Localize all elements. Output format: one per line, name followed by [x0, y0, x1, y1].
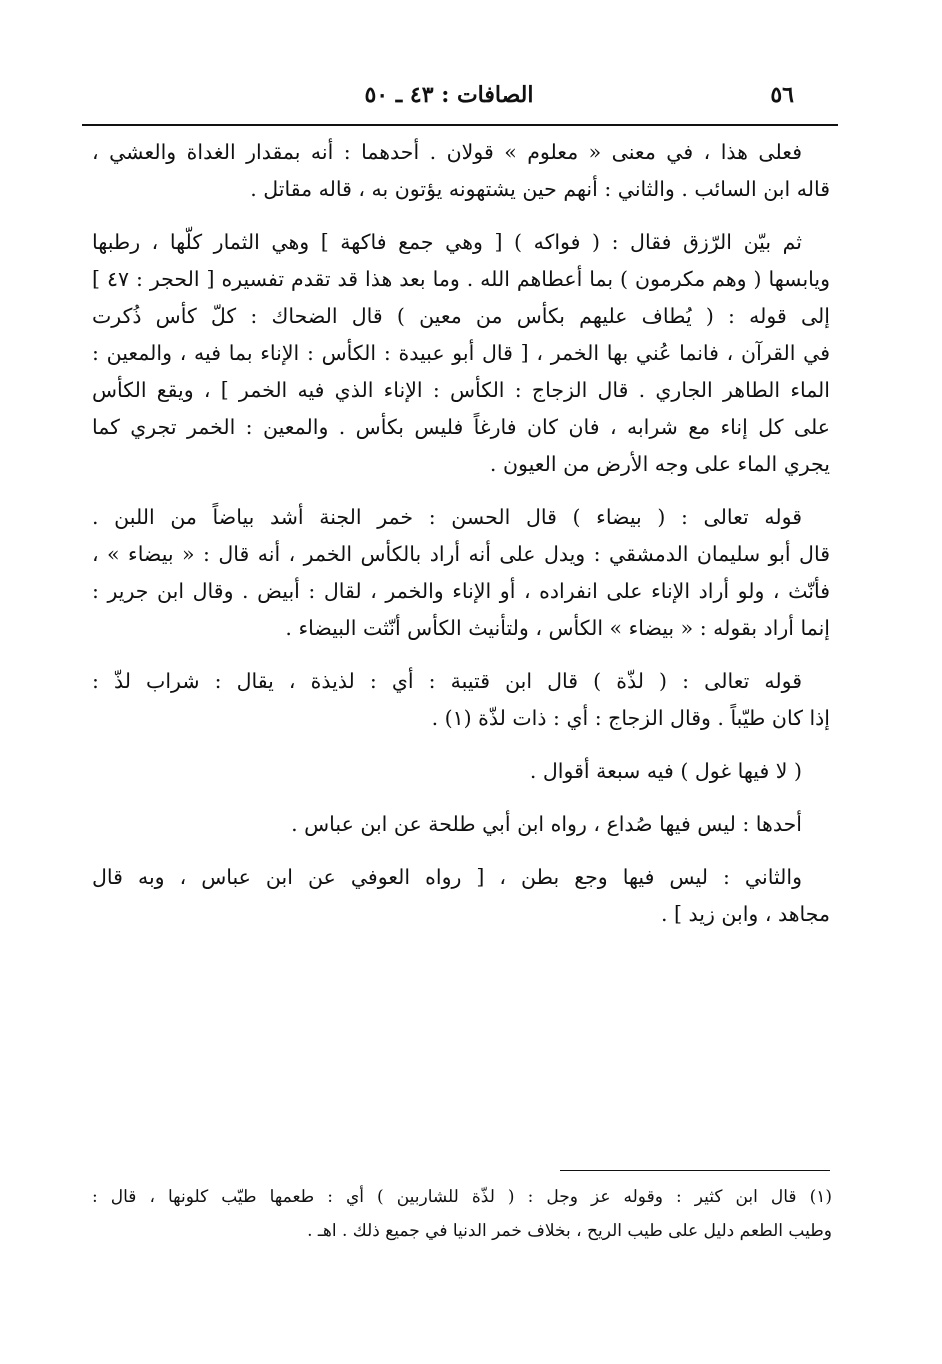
- text-line: فعلى هذا ، في معنى « معلوم » قولان . أحدهما : أنه بمقدار الغداة والعشي ،: [92, 140, 802, 164]
- text-line: إلى قوله : ( يُطاف عليهم بكأس من معين ) قال الضحاك : كلّ كأس ذُكرت: [92, 304, 830, 328]
- text-line: أحدها : ليس فيها صُداع ، رواه ابن أبي طلحة عن ابن عباس .: [291, 812, 802, 836]
- text-line: ويابسها ( وهم مكرمون ) بما أعطاهم الله . وما بعد هذا قد تقدم تفسيره [ الحجر : ٤٧ ]: [92, 267, 830, 291]
- page-header: [104, 76, 794, 116]
- paragraph-gap: [92, 647, 830, 663]
- text-line: إنما أراد بقوله : « بيضاء » الكأس ، ولتأنيث الكأس أنّثت البيضاء .: [285, 616, 830, 640]
- footnote-line: (١) قال ابن كثير : وقوله عز وجل : ( لذّة للشاربين ) أي : طعمها طيّب كلونها ، قال :: [92, 1187, 832, 1207]
- text-line: الماء الطاهر الجاري . قال الزجاج : الكأس : الإناء الذي فيه الخمر ] ، ويقع الكأس: [92, 378, 830, 402]
- text-line: قوله تعالى : ( لذّة ) قال ابن قتيبة : أي : لذيذة ، يقال : شراب لذّ :: [92, 669, 802, 693]
- paragraph-gap: [92, 843, 830, 859]
- text-line: ( لا فيها غول ) فيه سبعة أقوال .: [529, 759, 802, 783]
- paragraph-gap: [92, 790, 830, 806]
- header-rule: [82, 124, 838, 126]
- text-line: يجري الماء على وجه الأرض من العيون .: [489, 452, 830, 476]
- text-line: قاله ابن السائب . والثاني : أنهم حين يشتهونه يؤتون به ، قاله مقاتل .: [250, 177, 830, 201]
- footnote-line: وطيب الطعم دليل على طيب الريح ، بخلاف خمر الدنيا في جميع ذلك . اهـ .: [307, 1221, 832, 1241]
- footnote-area: [92, 1180, 832, 1248]
- paragraph: [92, 499, 830, 647]
- text-line: والثاني : ليس فيها وجع بطن ، [ رواه العوفي عن ابن عباس ، وبه قال: [92, 865, 802, 889]
- text-line: في القرآن ، فانما عُني بها الخمر ، [ قال أبو عبيدة : الكأس : الإناء بما فيه ، والمعين :: [92, 341, 830, 365]
- text-line: فأنّث ، ولو أراد الإناء على انفراده ، أو الإناء والخمر ، لقال : أبيض . وقال ابن جرير :: [92, 579, 830, 603]
- footnote: [92, 1180, 832, 1248]
- text-line: ثم بيّن الرّزق فقال : ( فواكه ) [ وهي جمع فاكهة ] وهي الثمار كلّها ، رطبها: [92, 230, 802, 254]
- text-line: مجاهد ، وابن زيد ] .: [660, 902, 830, 926]
- paragraph-gap: [92, 483, 830, 499]
- paragraph: [92, 663, 830, 737]
- paragraph: [92, 806, 830, 843]
- running-title: الصافات : ٤٣ ـ ٥٠: [364, 82, 534, 108]
- footnote-rule: [560, 1170, 830, 1171]
- paragraph: [92, 134, 830, 208]
- text-line: قال أبو سليمان الدمشقي : ويدل على أنه أراد بالكأس الخمر ، أنه قال : « بيضاء » ،: [92, 542, 830, 566]
- text-line: على كل إناء مع شرابه ، فان كان فارغاً فليس بكأس . والمعين : الخمر تجري كما: [92, 415, 830, 439]
- main-text: [92, 134, 830, 933]
- text-line: قوله تعالى : ( بيضاء ) قال الحسن : خمر الجنة أشد بياضاً من اللبن .: [92, 505, 802, 529]
- paragraph: [92, 859, 830, 933]
- page-number: ٥٦: [770, 82, 794, 108]
- paragraph: [92, 753, 830, 790]
- paragraph-gap: [92, 737, 830, 753]
- paragraph: [92, 224, 830, 483]
- paragraph-gap: [92, 208, 830, 224]
- text-line: إذا كان طيّباً . وقال الزجاج : أي : ذات لذّة (١) .: [431, 706, 830, 730]
